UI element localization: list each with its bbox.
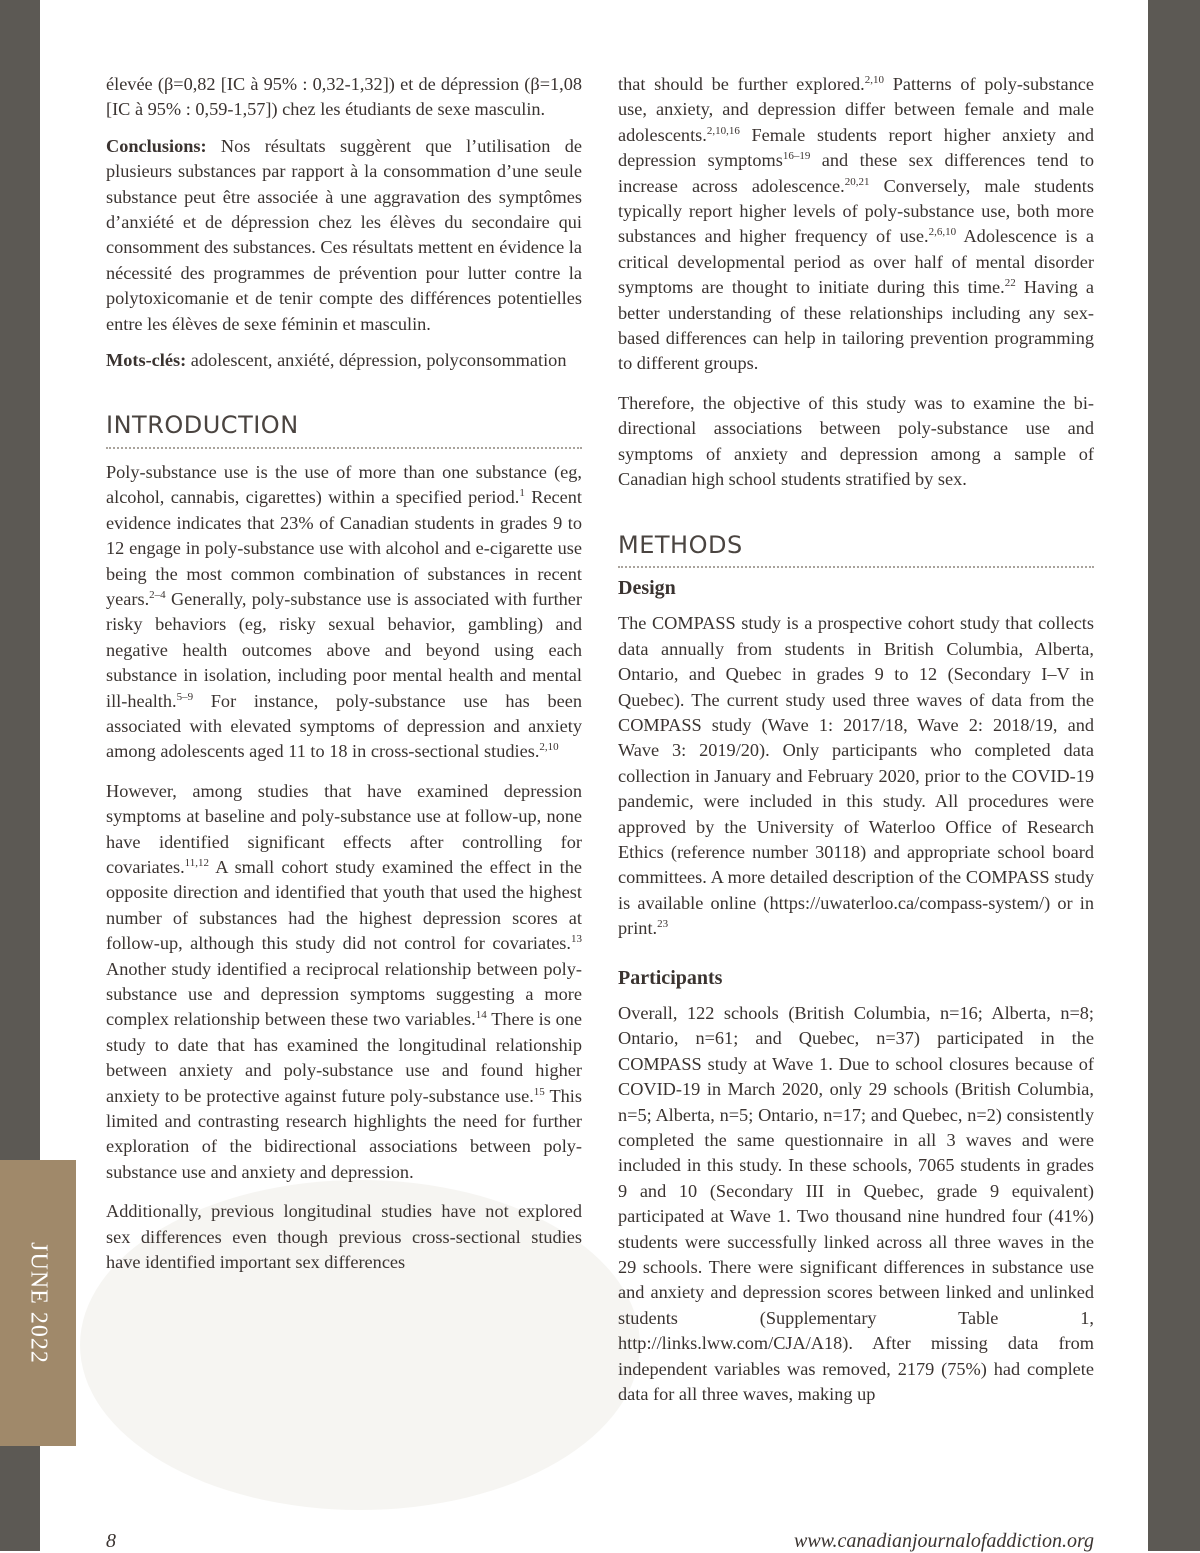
text: Generally, poly-substance use is associated with further risky behaviors (eg, risky sexual behavior, gambling) and negative health outcomes above and beyond using each substance in isolation, including poor mental health and mental ill-health. xyxy=(106,588,582,711)
citation: 5–9 xyxy=(176,690,194,703)
text: A small cohort study examined the effect in the opposite direction and identified that youth that used the highest number of substances had the highest depression scores at follow-up, although this study did not control for covariates. xyxy=(106,856,582,954)
conclusions-label: Conclusions: xyxy=(106,135,207,156)
text: This limited and contrasting research highlights the need for further exploration of the bidirectional associations between poly-substance use and anxiety and depression. xyxy=(106,1085,582,1182)
citation: 14 xyxy=(475,1009,487,1022)
journal-url: www.canadianjournalofaddiction.org xyxy=(793,1530,1094,1552)
citation: 1 xyxy=(519,487,525,500)
right-column xyxy=(618,72,1094,1419)
conclusions-text: Nos résultats suggèrent que l’utilisation de plusieurs substances par rapport à la consommation d’une seule substance peut être associée à une aggravation des symptômes d’anxiété et de dépression chez les élèves du secondaire qui consomment des substances. Ces résultats mettent en évidence la nécessité des programmes de prévention pour lutter contre la polytoxicomanie et de tenir compte des différences potentielles entre les élèves de sexe féminin et masculin. xyxy=(106,135,582,334)
page-number: 8 xyxy=(106,1530,116,1552)
introduction-heading: INTRODUCTION xyxy=(106,413,582,448)
intro-paragraph-4 xyxy=(618,72,1094,377)
abstract-results-end: élevée (β=0,82 [IC à 95% : 0,32-1,32]) et de dépression (β=1,08 [IC à 95% : 0,59-1,57]) chez les étudiants de sexe masculin. xyxy=(106,74,582,120)
abstract-conclusions xyxy=(106,134,582,337)
citation: 15 xyxy=(533,1085,545,1098)
keywords-text: adolescent, anxiété, dépression, polyconsommation xyxy=(186,350,567,371)
text: The COMPASS study is a prospective cohort study that collects data annually from students in British Columbia, Alberta, Ontario, and Quebec in grades 9 to 12 (Secondary I–V in Quebec). The current study used three waves of data from the COMPASS study (Wave 1: 2017/18, Wave 2: 2018/19, and Wave 3: 2019/20). Only participants who completed data collection in January and February 2020, prior to the COVID-19 pandemic, were included in this study. All procedures were approved by the University of Waterloo Office of Research Ethics (reference number 30118) and appropriate school board committees. A more detailed description of the COMPASS study is available online (https://uwaterloo.ca/compass-system/) or in print. xyxy=(618,613,1094,939)
text: However, among studies that have examined depression symptoms at baseline and poly-substance use at follow-up, none have identified significant effects after controlling for covariates. xyxy=(106,780,582,877)
citation: 2,6,10 xyxy=(928,226,957,239)
text: Having a better understanding of these relationships including any sex-based differences can help in tailoring prevention programming to different groups. xyxy=(618,277,1095,374)
design-heading: Design xyxy=(618,576,676,599)
abstract-keywords xyxy=(106,348,582,373)
right-margin-bar xyxy=(1148,0,1200,1551)
intro-paragraph-5: Therefore, the objective of this study was to examine the bi-directional associations between poly-substance use and symptoms of anxiety and depression among a sample of Canadian high school students stratified by sex. xyxy=(618,392,1094,490)
text: and these sex differences tend to increase across adolescence. xyxy=(618,150,1094,196)
citation: 23 xyxy=(657,918,669,931)
methods-heading: METHODS xyxy=(618,533,1094,568)
citation: 2,10,16 xyxy=(706,124,740,137)
intro-paragraph-2 xyxy=(106,779,582,1186)
citation: 2–4 xyxy=(149,588,166,601)
text: For instance, poly-substance use has been associated with elevated symptoms of depression and anxiety among adolescents aged 11 to 18 in cross-sectional studies. xyxy=(106,690,582,762)
text: Recent evidence indicates that 23% of Canadian students in grades 9 to 12 engage in poly-substance use with alcohol and e-cigarette use being the most common combination of substances in recent years. xyxy=(106,487,583,609)
citation: 13 xyxy=(571,933,582,946)
text: There is one study to date that has examined the longitudinal relationship between anxiety and poly-substance use and found higher anxiety to be protective against future poly-substance use. xyxy=(106,1009,583,1106)
design-paragraph xyxy=(618,611,1094,941)
citation: 11,12 xyxy=(184,856,210,869)
intro-paragraph-3: Additionally, previous longitudinal studies have not explored sex differences even though previous cross-sectional studies have identified important sex differences xyxy=(106,1201,582,1273)
text: that should be further explored. xyxy=(618,74,865,94)
participants-heading: Participants xyxy=(618,966,723,989)
text: Conversely, male students typically report higher levels of poly-substance use, both more substances and higher frequency of use. xyxy=(618,175,1094,247)
text: Patterns of poly-substance use, anxiety, and depression differ between female and male adolescents. xyxy=(618,74,1094,145)
citation: 20,21 xyxy=(844,175,870,188)
left-column xyxy=(106,72,582,1286)
issue-date-label: JUNE 2022 xyxy=(25,1242,52,1364)
text: Female students report higher anxiety and depression symptoms xyxy=(618,124,1094,171)
citation: 2,10 xyxy=(539,741,559,754)
participants-paragraph: Overall, 122 schools (British Columbia, n=16; Alberta, n=8; Ontario, n=61; and Quebec, n=37) participated in the COMPASS study at Wave 1. Due to school closures because of COVID-19 in March 2020, only 29 schools (British Columbia, n=5; Alberta, n=5; Ontario, n=17; and Quebec, n=2) consistently completed the same questionnaire in all 3 waves and were included in this study. In these schools, 7065 students in grades 9 and 10 (Secondary III in Quebec, grade 9 equivalent) participated at Wave 1. Two thousand nine hundred four (41%) students were successfully linked across all three waves in the 29 schools. There were significant differences in substance use and anxiety and depression scores between linked and unlinked students (Supplementary Table 1, http://links.lww.com/CJA/A18). After missing data from independent variables was removed, 2179 (75%) had complete data for all three waves, making up xyxy=(618,1003,1094,1405)
intro-paragraph-1 xyxy=(106,460,582,765)
text: Adolescence is a critical developmental period as over half of mental disorder symptoms are thought to initiate during this time. xyxy=(618,226,1094,298)
citation: 16–19 xyxy=(782,150,811,163)
citation: 22 xyxy=(1004,277,1016,290)
text: Another study identified a reciprocal relationship between poly-substance use and depression symptoms suggesting a more complex relationship between these two variables. xyxy=(106,958,582,1030)
text: Poly-substance use is the use of more than one substance (eg, alcohol, cannabis, cigarettes) within a specified period. xyxy=(106,461,582,508)
keywords-label: Mots-clés: xyxy=(106,350,187,371)
citation: 2,10 xyxy=(864,74,884,86)
